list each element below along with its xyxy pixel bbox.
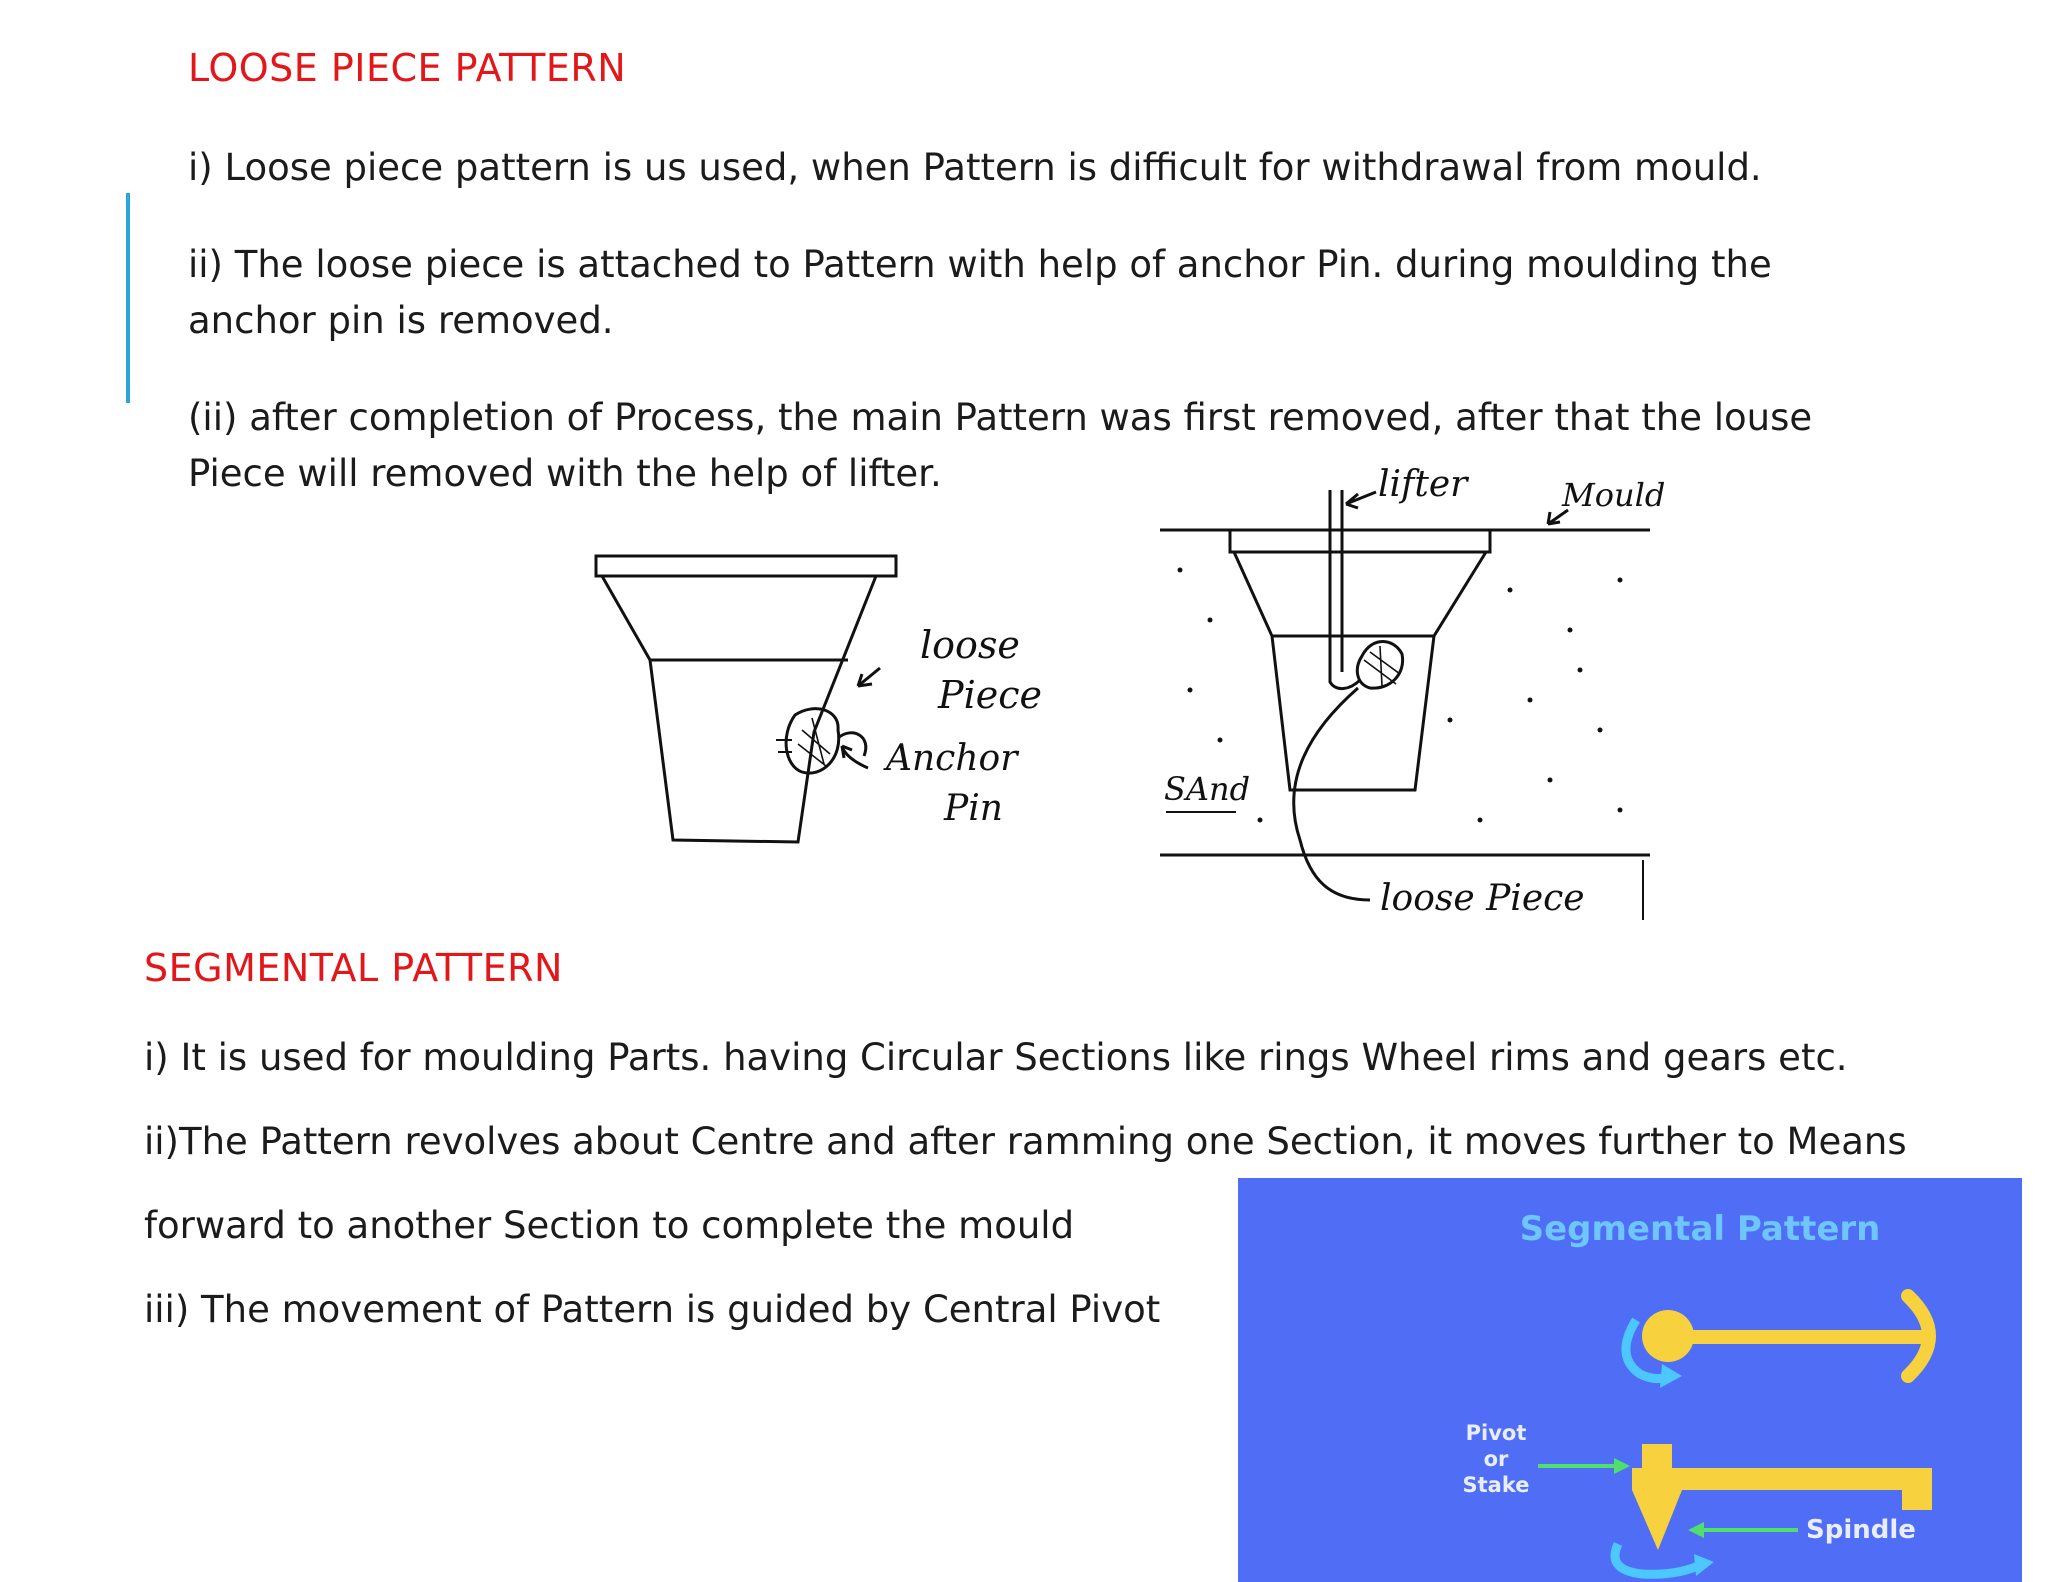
mould-sketch xyxy=(1150,460,1670,940)
label-mould: Mould xyxy=(1562,476,1666,514)
mould-cavity xyxy=(1234,552,1486,790)
spindle-bar xyxy=(1632,1468,1932,1490)
pattern-body xyxy=(602,576,876,842)
segmental-pattern-figure xyxy=(1238,1178,2022,1582)
label-pivot: Pivot xyxy=(1465,1421,1527,1445)
loose-piece-point-2: ii) The loose piece is attached to Pattern with help of anchor Pin. during moulding the anchor pin is removed. xyxy=(188,243,1772,342)
loose-piece-point-3: (ii) after completion of Process, the main Pattern was first removed, after that the louse Piece will removed with the help of lifter. xyxy=(188,396,1813,495)
segmental-point-2a: ii)The Pattern revolves about Centre and after ramming one Section, it moves further to Means xyxy=(144,1120,1907,1163)
label-pin: Pin xyxy=(944,788,1003,829)
segmental-point-1: i) It is used for moulding Parts. having Circular Sections like rings Wheel rims and gears etc. xyxy=(144,1036,1848,1079)
stake-head xyxy=(1642,1444,1672,1468)
pattern-arm xyxy=(1678,1330,1922,1344)
label-piece: Piece xyxy=(938,673,1042,717)
segmental-point-2b: forward to another Section to complete the mould xyxy=(144,1204,1075,1247)
label-loose: loose xyxy=(920,623,1020,667)
label-spindle: Spindle xyxy=(1806,1515,1916,1545)
pattern-flange xyxy=(596,556,896,576)
loose-piece-heading: LOOSE PIECE PATTERN xyxy=(188,46,627,90)
lifter xyxy=(1330,490,1360,689)
segmental-heading: SEGMENTAL PATTERN xyxy=(144,946,563,990)
label-sand: SAnd xyxy=(1164,770,1251,808)
label-loose-piece: loose Piece xyxy=(1380,878,1585,919)
figure-title: Segmental Pattern xyxy=(1519,1209,1881,1249)
mould-cavity-flange xyxy=(1230,530,1490,552)
segmental-point-3: iii) The movement of Pattern is guided by Central Pivot xyxy=(144,1288,1161,1331)
label-anchor: Anchor xyxy=(886,738,1018,779)
anchor-pin-arrow xyxy=(842,746,868,768)
label-lifter: lifter xyxy=(1378,464,1468,505)
label-or: or xyxy=(1483,1447,1509,1471)
loose-piece-point-1: i) Loose piece pattern is us used, when Pattern is difficult for withdrawal from mould. xyxy=(188,146,1762,189)
accent-bar xyxy=(126,193,130,403)
loose-piece-sketch xyxy=(580,540,1080,850)
label-stake: Stake xyxy=(1462,1473,1530,1497)
